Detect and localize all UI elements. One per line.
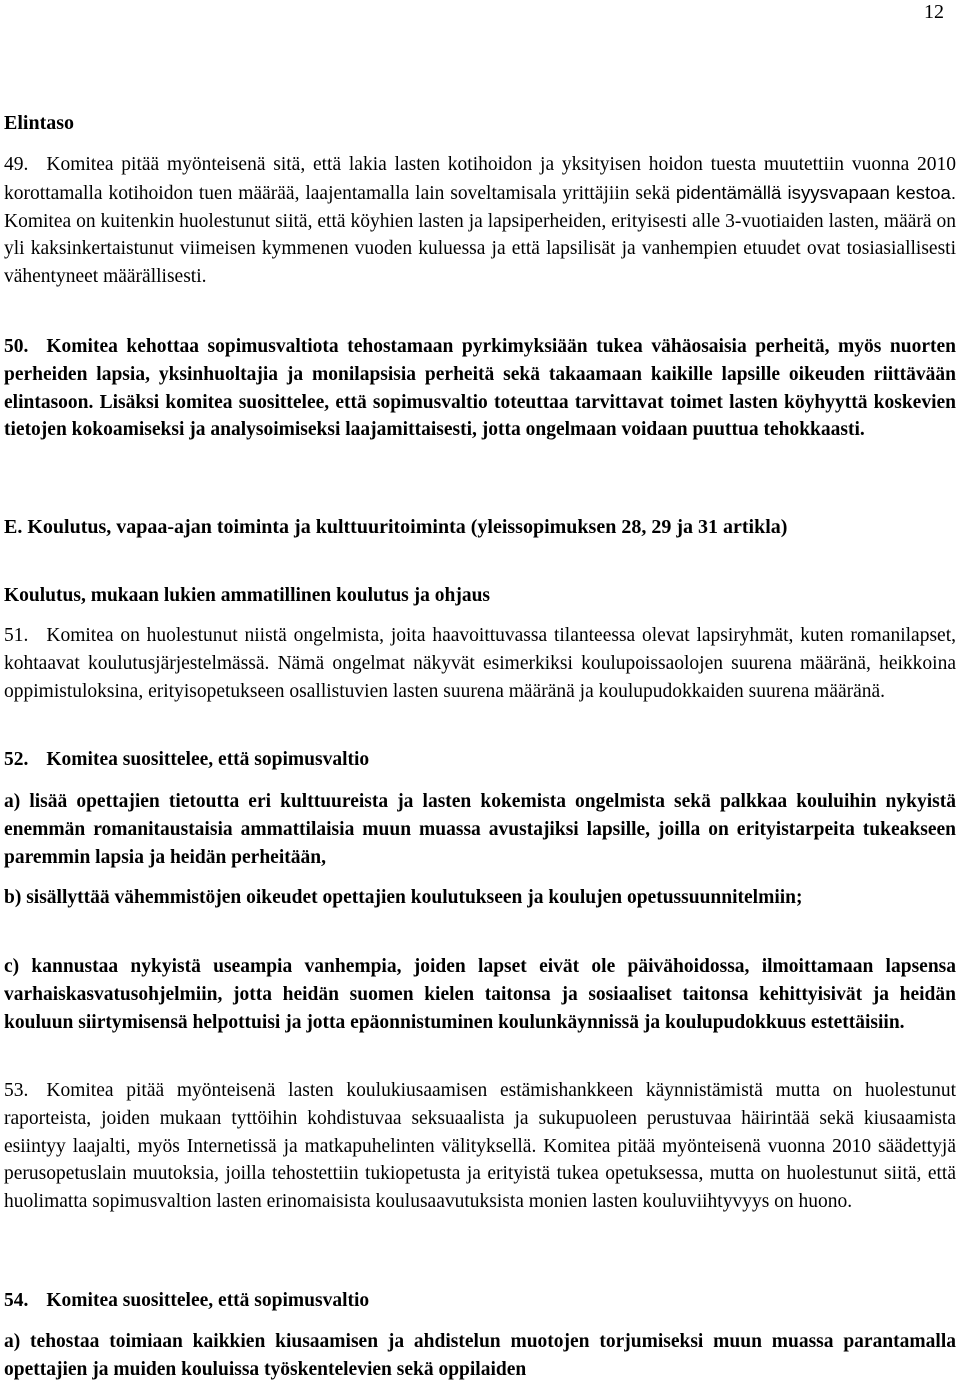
paragraph-number: 49.: [4, 154, 29, 175]
page-number: 12: [924, 1, 944, 23]
paragraph-52-item-a: a) lisää opettajien tietoutta eri kulttuureista ja lasten kokemista ongelmista sekä palkkaa kouluihin nykyistä enemmän romanitaustaisia ammattilaisia muun muassa avustajiksi lapsille, joilla on erityistarpeita tukeakseen paremmin lapsia ja heidän perheitään,: [4, 791, 956, 868]
paragraph-53: [4, 1077, 956, 1216]
paragraph-52-intro: [4, 746, 956, 774]
paragraph-50: [4, 333, 956, 444]
paragraph-text: Komitea suosittelee, että sopimusvaltio: [46, 1290, 370, 1311]
paragraph-text: Komitea pitää myönteisenä sitä, että lakia lasten kotihoidon ja yksityisen hoidon tuesta muutettiin vuonna 2010 korottamalla kotihoidon tuen määrää, laajentamalla lain soveltamisala yrittäjiin sekä: [4, 154, 956, 204]
section-heading-e: E. Koulutus, vapaa-ajan toiminta ja kulttuuritoiminta (yleissopimuksen 28, 29 ja 31 artikla): [4, 516, 788, 538]
paragraph-49: [4, 151, 956, 291]
paragraph-number: 52.: [4, 749, 29, 770]
paragraph-54-item-a: a) tehostaa toimiaan kaikkien kiusaamisen ja ahdistelun muotojen torjumiseksi muun muassa parantamalla opettajien ja muiden kouluissa työskentelevien sekä oppilaiden: [4, 1331, 956, 1380]
paragraph-number: 53.: [4, 1080, 29, 1101]
paragraph-text: Komitea kehottaa sopimusvaltiota tehostamaan pyrkimyksiään tukea vähäosaisia perheitä, myös nuorten perheiden lapsia, yksinhuoltajia ja monilapsisia perheitä sekä takaamaan kaikille lapsille oikeuden riittävään elintasoon. Lisäksi komitea suosittelee, että sopimusvaltio toteuttaa tarvittavat toimet lasten köyhyyttä koskevien tietojen kokoamiseksi ja analysoimiseksi laajamittaisesti, jotta ongelmaan voidaan puuttua tehokkaasti.: [4, 336, 956, 441]
paragraph-number: 50.: [4, 336, 29, 357]
paragraph-51: [4, 622, 956, 705]
paragraph-text-sans: pidentämällä isyysvapaan kestoa.: [675, 181, 956, 203]
section-heading-elintaso: Elintaso: [4, 112, 75, 134]
paragraph-text: Komitea on huolestunut niistä ongelmista, joita haavoittuvassa tilanteessa olevat lapsiryhmät, kuten romanilapset, kohtaavat koulutusjärjestelmässä. Nämä ongelmat näkyvät esimerkiksi koulupoissaolojen suurena määränä, heikkoina oppimistuloksina, erityisopetukseen osallistuvien lasten suurena määränä ja koulupudokkaiden suurena määränä.: [4, 625, 956, 702]
paragraph-52-item-c: c) kannustaa nykyistä useampia vanhempia, joiden lapset eivät ole päivähoidossa, ilmoittamaan lapsensa varhaiskasvatusohjelmiin, jotta heidän suomen kielen taitonsa ja sosiaaliset taitonsa kehittyisivät ja heidän kouluun siirtymisensä helpottuisi ja jotta epäonnistuminen koulunkäynnissä ja koulupudokkuus estettäisiin.: [4, 956, 956, 1033]
subheading-koulutus: Koulutus, mukaan lukien ammatillinen koulutus ja ohjaus: [4, 585, 491, 606]
paragraph-54-intro: [4, 1287, 956, 1315]
paragraph-number: 54.: [4, 1290, 29, 1311]
paragraph-number: 51.: [4, 625, 29, 646]
paragraph-text-rest: Komitea on kuitenkin huolestunut siitä, että köyhien lasten ja lapsiperheiden, erityisesti alle 3-vuotiaiden lasten, määrä on yli kaksinkertaistunut viimeisen kymmenen vuoden kuluessa ja että lapsilisät ja vanhempien etuudet ovat tosiasiallisesti vähentyneet määrällisesti.: [4, 210, 956, 288]
paragraph-text: Komitea pitää myönteisenä lasten koulukiusaamisen estämishankkeen käynnistämistä mutta on huolestunut raporteista, joiden mukaan tyttöihin kohdistuvaa seksuaalista ja sukupuoleen perustuvaa häirintää sekä kiusaamista esiintyy laajalti, myös Internetissä ja matkapuhelinten välityksellä. Komitea pitää myönteisenä vuonna 2010 säädettyjä perusopetuslain muutoksia, joilla tehostettiin tukiopetusta ja erityistä tukea opetuksessa, mutta on huolestunut siitä, että huolimatta sopimusvaltion lasten erinomaisista koulusaavutuksista monien lasten kouluviihtyvyys on huono.: [4, 1080, 956, 1213]
paragraph-text: Komitea suosittelee, että sopimusvaltio: [46, 749, 370, 770]
paragraph-52-item-b: b) sisällyttää vähemmistöjen oikeudet opettajien koulutukseen ja koulujen opetussuunnitelmiin;: [4, 887, 803, 908]
